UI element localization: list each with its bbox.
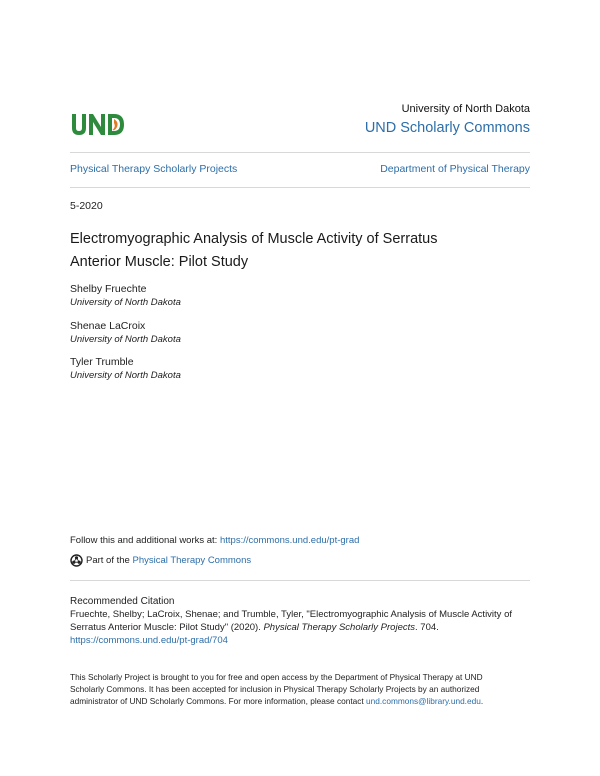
- divider: [70, 152, 530, 153]
- document-title: [70, 228, 510, 274]
- university-name: University of North Dakota: [401, 103, 530, 115]
- citation-text: [70, 608, 540, 647]
- author-name: Tyler Trumble: [70, 356, 134, 368]
- follow-line: [70, 535, 359, 546]
- access-notice: [70, 671, 540, 707]
- author-name: Shenae LaCroix: [70, 320, 146, 332]
- citation-heading: Recommended Citation: [70, 596, 175, 607]
- part-of-line: [70, 554, 251, 567]
- notice-line: [70, 695, 540, 707]
- divider: [70, 580, 530, 581]
- author-affiliation: University of North Dakota: [70, 334, 181, 345]
- notice-line: This Scholarly Project is brought to you for free and open access by the Department of Physical Therapy at UND: [70, 672, 483, 682]
- title-line: Anterior Muscle: Pilot Study: [70, 254, 249, 270]
- network-icon: [70, 554, 83, 567]
- physical-therapy-commons-link[interactable]: Physical Therapy Commons: [132, 555, 252, 566]
- follow-prefix: Follow this and additional works at:: [70, 535, 220, 546]
- citation-line: [70, 621, 540, 634]
- citation-number: . 704.: [415, 622, 439, 633]
- author-name: Shelby Fruechte: [70, 283, 147, 295]
- citation-plain: Serratus Anterior Muscle: Pilot Study" (2020).: [70, 622, 264, 633]
- contact-email-link[interactable]: und.commons@library.und.edu: [366, 696, 481, 706]
- und-logo[interactable]: [70, 110, 126, 140]
- und-logo-icon: [70, 110, 126, 140]
- repository-link[interactable]: UND Scholarly Commons: [364, 120, 530, 136]
- author-affiliation: University of North Dakota: [70, 297, 181, 308]
- citation-line: Fruechte, Shelby; LaCroix, Shenae; and Trumble, Tyler, "Electromyographic Analysis of Muscle Activity of: [70, 609, 512, 620]
- notice-prefix: administrator of UND Scholarly Commons. For more information, please contact: [70, 696, 367, 706]
- department-link[interactable]: Department of Physical Therapy: [380, 163, 530, 175]
- notice-suffix: .: [480, 696, 484, 706]
- divider: [70, 187, 530, 188]
- title-line: Electromyographic Analysis of Muscle Activity of Serratus: [70, 231, 438, 247]
- citation-line: [70, 634, 540, 647]
- citation-series: Physical Therapy Scholarly Projects: [263, 622, 416, 633]
- publication-date: 5-2020: [70, 200, 103, 212]
- notice-line: Scholarly Commons. It has been accepted for inclusion in Physical Therapy Scholarly Projects by an authorized: [70, 684, 480, 694]
- citation-url-link[interactable]: https://commons.und.edu/pt-grad/704: [70, 635, 228, 646]
- part-of-prefix: Part of the: [86, 555, 130, 566]
- collection-link[interactable]: Physical Therapy Scholarly Projects: [70, 163, 238, 175]
- author-affiliation: University of North Dakota: [70, 370, 181, 381]
- follow-url-link[interactable]: https://commons.und.edu/pt-grad: [219, 535, 360, 546]
